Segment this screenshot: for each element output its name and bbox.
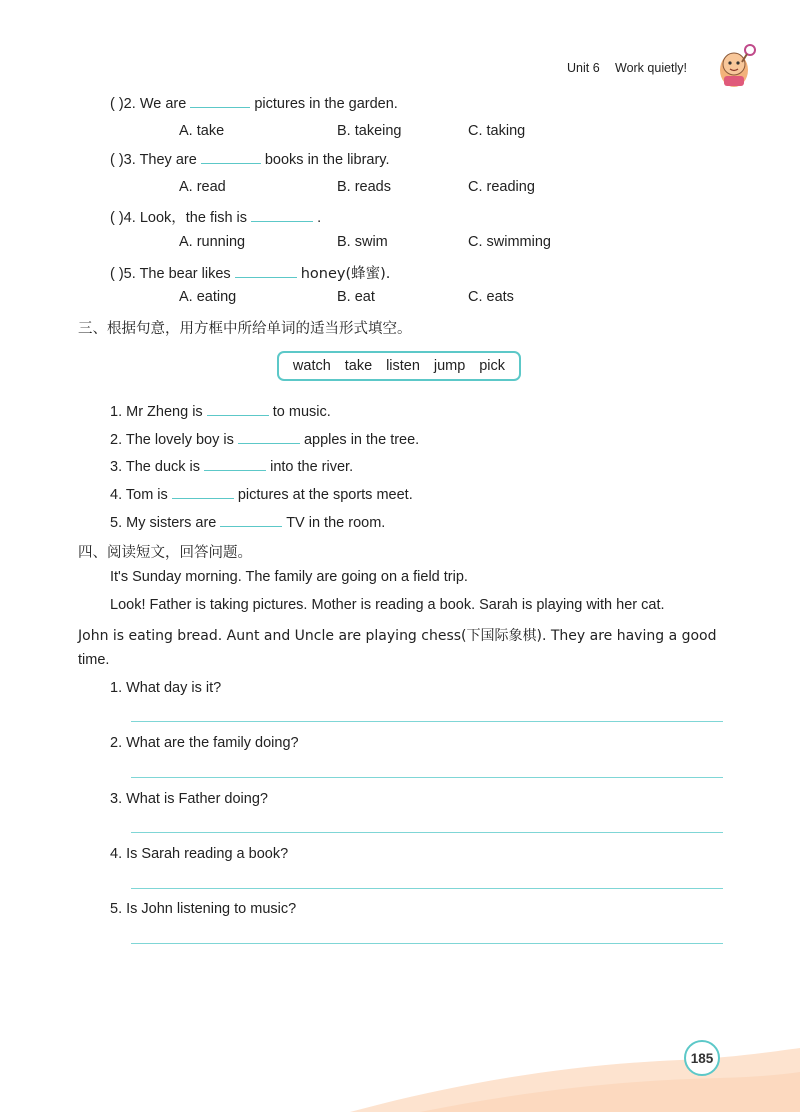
answer-blank[interactable] [251, 209, 313, 222]
fill-item-4 [110, 486, 413, 503]
item-text-before: Tom is [125, 487, 168, 503]
question-text-before: Look，the fish is [139, 210, 248, 226]
answer-blank[interactable] [220, 514, 282, 527]
answer-blank[interactable] [235, 265, 297, 278]
unit-label: Unit 6 [567, 61, 600, 75]
section3-heading: 三、根据句意，用方框中所给单词的适当形式填空。 [78, 321, 412, 337]
fill-item-1 [110, 403, 331, 420]
passage-line-2: Look! Father is taking pictures. Mother is reading a book. Sarah is playing with her cat. [110, 597, 665, 613]
item-number: 4. [110, 487, 123, 503]
item-text-after: to music. [272, 404, 331, 420]
item-text-after: apples in the tree. [303, 432, 420, 448]
answer-blank[interactable] [204, 458, 266, 471]
question-text-after: books in the library. [264, 152, 390, 168]
item-number: 5. [110, 515, 123, 531]
reading-question-1: 1. What day is it? [110, 680, 222, 696]
answer-blank[interactable] [201, 151, 261, 164]
word: watch [292, 358, 331, 374]
answer-line[interactable] [131, 888, 723, 889]
word: listen [386, 358, 420, 374]
option-b: B. swim [337, 234, 388, 250]
option-c: C. eats [468, 289, 514, 305]
question-text-before: They are [139, 152, 197, 168]
question-text-before: We are [139, 96, 187, 112]
item-text-before: The duck is [125, 459, 201, 475]
option-c: C. reading [468, 179, 535, 195]
option-c: C. taking [468, 123, 526, 139]
option-b: B. takeing [337, 123, 402, 139]
question-number: ( )3. [110, 152, 136, 168]
reading-question-5: 5. Is John listening to music? [110, 901, 297, 917]
option-b: B. reads [337, 179, 391, 195]
question-text-after: honey(蜂蜜). [300, 266, 391, 282]
fill-item-5 [110, 514, 385, 531]
item-number: 3. [110, 459, 123, 475]
unit-title: Work quietly! [615, 61, 688, 75]
option-a: A. eating [179, 289, 237, 305]
question-number: ( )2. [110, 96, 136, 112]
passage-para-1: It's Sunday morning. The family are going on a field trip. [110, 569, 468, 585]
passage-line-4: time. [78, 652, 110, 668]
section4-heading: 四、阅读短文，回答问题。 [78, 545, 252, 561]
fill-item-3 [110, 458, 353, 475]
item-text-after: pictures at the sports meet. [237, 487, 413, 503]
question-text-after: pictures in the garden. [254, 96, 398, 112]
item-text-before: Mr Zheng is [126, 404, 203, 420]
item-number: 1. [110, 404, 123, 420]
word: pick [479, 358, 506, 374]
word: take [344, 358, 373, 374]
question-text-after: . [317, 210, 322, 226]
page-number: 185 [684, 1040, 720, 1076]
option-a: A. running [179, 234, 246, 250]
option-a: A. take [179, 123, 225, 139]
answer-blank[interactable] [190, 95, 250, 108]
option-c: C. swimming [468, 234, 551, 250]
option-a: A. read [179, 179, 226, 195]
word-box [277, 351, 521, 381]
item-text-after: TV in the room. [286, 515, 386, 531]
reading-question-4: 4. Is Sarah reading a book? [110, 846, 289, 862]
page-wave-decoration [0, 1030, 800, 1112]
question-text-before: The bear likes [139, 266, 231, 282]
reading-question-2: 2. What are the family doing? [110, 735, 299, 751]
answer-blank[interactable] [207, 403, 269, 416]
question-number: ( )5. [110, 266, 136, 282]
answer-blank[interactable] [172, 486, 234, 499]
option-b: B. eat [337, 289, 375, 305]
reading-question-3: 3. What is Father doing? [110, 791, 268, 807]
passage-line-3: John is eating bread. Aunt and Uncle are playing chess(下国际象棋). They are having a good [78, 628, 717, 644]
item-text-before: My sisters are [126, 515, 217, 531]
item-number: 2. [110, 432, 123, 448]
answer-blank[interactable] [238, 431, 300, 444]
answer-line[interactable] [131, 721, 723, 722]
answer-line[interactable] [131, 943, 723, 944]
question-number: ( )4. [110, 210, 136, 226]
word: jump [433, 358, 466, 374]
answer-line[interactable] [131, 832, 723, 833]
item-text-after: into the river. [270, 459, 354, 475]
item-text-before: The lovely boy is [125, 432, 234, 448]
fill-item-2 [110, 431, 419, 448]
mascot-icon [712, 40, 762, 92]
answer-line[interactable] [131, 777, 723, 778]
